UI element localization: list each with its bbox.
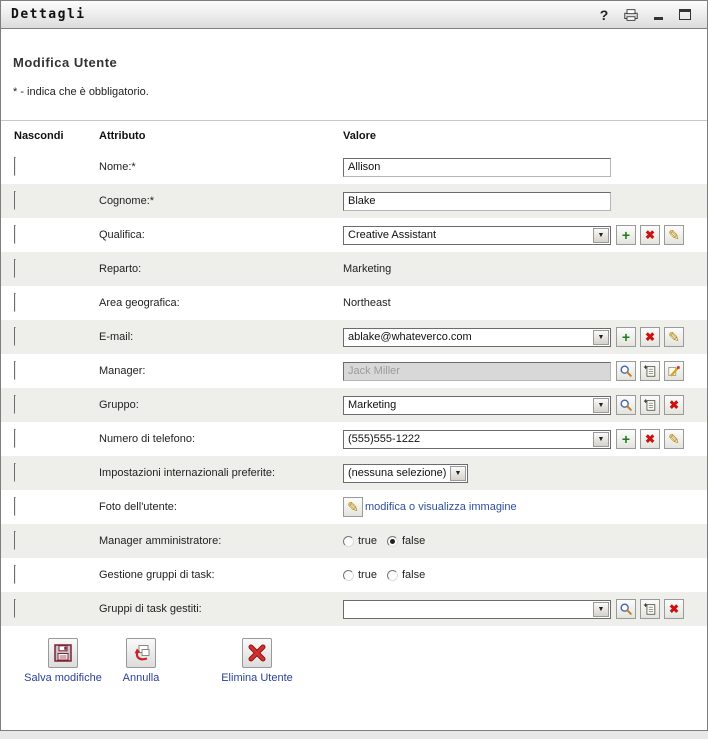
table-row-reparto: [1, 252, 707, 286]
hide-checkbox[interactable]: [14, 395, 16, 414]
dropdown-arrow-icon[interactable]: ▼: [593, 398, 609, 413]
attribute-label: Foto dell'utente:: [99, 501, 177, 513]
add-button[interactable]: +: [616, 429, 636, 449]
hide-checkbox[interactable]: [14, 361, 16, 380]
hide-checkbox[interactable]: [14, 259, 16, 278]
add-button[interactable]: +: [616, 225, 636, 245]
dropdown-arrow-icon[interactable]: ▼: [450, 466, 466, 481]
table-row-telefono: [1, 422, 707, 456]
dropdown-arrow-icon[interactable]: ▼: [593, 432, 609, 447]
title-bar: [1, 1, 707, 29]
dropdown-arrow-icon[interactable]: ▼: [593, 330, 609, 345]
footer-actions: [1, 638, 707, 684]
area-geografica-value: Northeast: [343, 297, 391, 309]
attribute-label: Qualifica:: [99, 229, 145, 241]
radio-true[interactable]: [343, 536, 354, 547]
remove-button[interactable]: ✖: [640, 225, 660, 245]
hide-checkbox[interactable]: [14, 191, 16, 210]
history-icon[interactable]: [640, 361, 660, 381]
page-title: Modifica Utente: [13, 55, 118, 70]
reset-icon[interactable]: [664, 361, 684, 381]
table-row-impostazioni: [1, 456, 707, 490]
qualifica-select[interactable]: Creative Assistant ▼: [343, 226, 611, 245]
attribute-label: E-mail:: [99, 331, 134, 343]
attribute-label: Nome:*: [99, 161, 136, 173]
radio-false[interactable]: [387, 570, 398, 581]
attribute-label: Gruppo:: [99, 399, 139, 411]
hide-checkbox[interactable]: [14, 225, 16, 244]
hide-checkbox[interactable]: [14, 293, 16, 312]
hide-checkbox[interactable]: [14, 327, 16, 346]
remove-button[interactable]: ✖: [640, 429, 660, 449]
attribute-label: Manager amministratore:: [99, 535, 222, 547]
hide-checkbox[interactable]: [14, 157, 16, 176]
attribute-label: Impostazioni internazionali preferite:: [99, 467, 276, 479]
titlebar-icons: [596, 7, 707, 23]
attribute-label: Reparto:: [99, 263, 142, 275]
table-row-gruppi-task-gestiti: [1, 592, 707, 626]
remove-button[interactable]: ✖: [664, 395, 684, 415]
table-row-cognome: [1, 184, 707, 218]
help-icon[interactable]: ?: [599, 6, 609, 23]
cancel-button[interactable]: Annulla: [116, 638, 166, 684]
edit-button[interactable]: ✎: [664, 327, 684, 347]
column-header-hide: Nascondi: [14, 129, 64, 142]
search-icon[interactable]: [616, 361, 636, 381]
table-row-email: [1, 320, 707, 354]
hide-checkbox[interactable]: [14, 599, 16, 618]
table-row-manager: [1, 354, 707, 388]
add-button[interactable]: +: [616, 327, 636, 347]
save-icon[interactable]: [48, 638, 78, 668]
search-icon[interactable]: [616, 395, 636, 415]
table-row-nome: [1, 150, 707, 184]
reparto-value: Marketing: [343, 263, 392, 275]
attribute-label: Manager:: [99, 365, 146, 377]
locale-select[interactable]: (nessuna selezione) ▼: [343, 464, 468, 483]
nome-input[interactable]: [343, 158, 611, 177]
table-row-manager-amministratore: Manager amministratore: true false: [1, 524, 707, 558]
attributes-table: [1, 120, 707, 626]
email-select[interactable]: ablake@whateverco.com ▼: [343, 328, 611, 347]
table-row-gruppo: [1, 388, 707, 422]
attribute-label: Gruppi di task gestiti:: [99, 603, 202, 615]
hide-checkbox[interactable]: [14, 565, 16, 584]
dropdown-arrow-icon[interactable]: ▼: [593, 602, 609, 617]
manager-input: [343, 362, 611, 381]
radio-false[interactable]: [387, 536, 398, 547]
hide-checkbox[interactable]: [14, 463, 16, 482]
delete-icon[interactable]: [242, 638, 272, 668]
undo-icon[interactable]: [126, 638, 156, 668]
minimize-icon[interactable]: [650, 7, 666, 23]
table-row-area-geografica: [1, 286, 707, 320]
hide-checkbox[interactable]: [14, 531, 16, 550]
cognome-input[interactable]: [343, 192, 611, 211]
window-title: Dettagli: [11, 7, 86, 22]
search-icon[interactable]: [616, 599, 636, 619]
dropdown-arrow-icon[interactable]: ▼: [593, 228, 609, 243]
required-note: * - indica che è obbligatorio.: [13, 86, 149, 98]
table-row-foto: [1, 490, 707, 524]
telefono-select[interactable]: (555)555-1222 ▼: [343, 430, 611, 449]
gruppo-select[interactable]: Marketing ▼: [343, 396, 611, 415]
edit-button[interactable]: ✎: [664, 225, 684, 245]
maximize-icon[interactable]: [677, 7, 693, 23]
table-row-qualifica: [1, 218, 707, 252]
history-icon[interactable]: [640, 599, 660, 619]
column-header-value: Valore: [343, 129, 377, 142]
attribute-label: Gestione gruppi di task:: [99, 569, 215, 581]
remove-button[interactable]: ✖: [664, 599, 684, 619]
attribute-label: Area geografica:: [99, 297, 180, 309]
print-icon[interactable]: [623, 7, 639, 23]
remove-button[interactable]: ✖: [640, 327, 660, 347]
task-groups-select[interactable]: [343, 600, 611, 619]
edit-photo-button[interactable]: ✎: [343, 497, 363, 517]
history-icon[interactable]: [640, 395, 660, 415]
photo-link[interactable]: modifica o visualizza immagine: [365, 501, 517, 513]
table-header: [1, 120, 707, 150]
hide-checkbox[interactable]: [14, 497, 16, 516]
table-row-gestione-gruppi: Gestione gruppi di task: true false: [1, 558, 707, 592]
attribute-label: Numero di telefono:: [99, 433, 195, 445]
save-button[interactable]: Salva modifiche: [21, 638, 105, 684]
hide-checkbox[interactable]: [14, 429, 16, 448]
radio-true[interactable]: [343, 570, 354, 581]
column-header-attribute: Attributo: [99, 129, 146, 142]
attribute-label: Cognome:*: [99, 195, 155, 207]
edit-button[interactable]: ✎: [664, 429, 684, 449]
delete-user-button[interactable]: Elimina Utente: [212, 638, 302, 684]
